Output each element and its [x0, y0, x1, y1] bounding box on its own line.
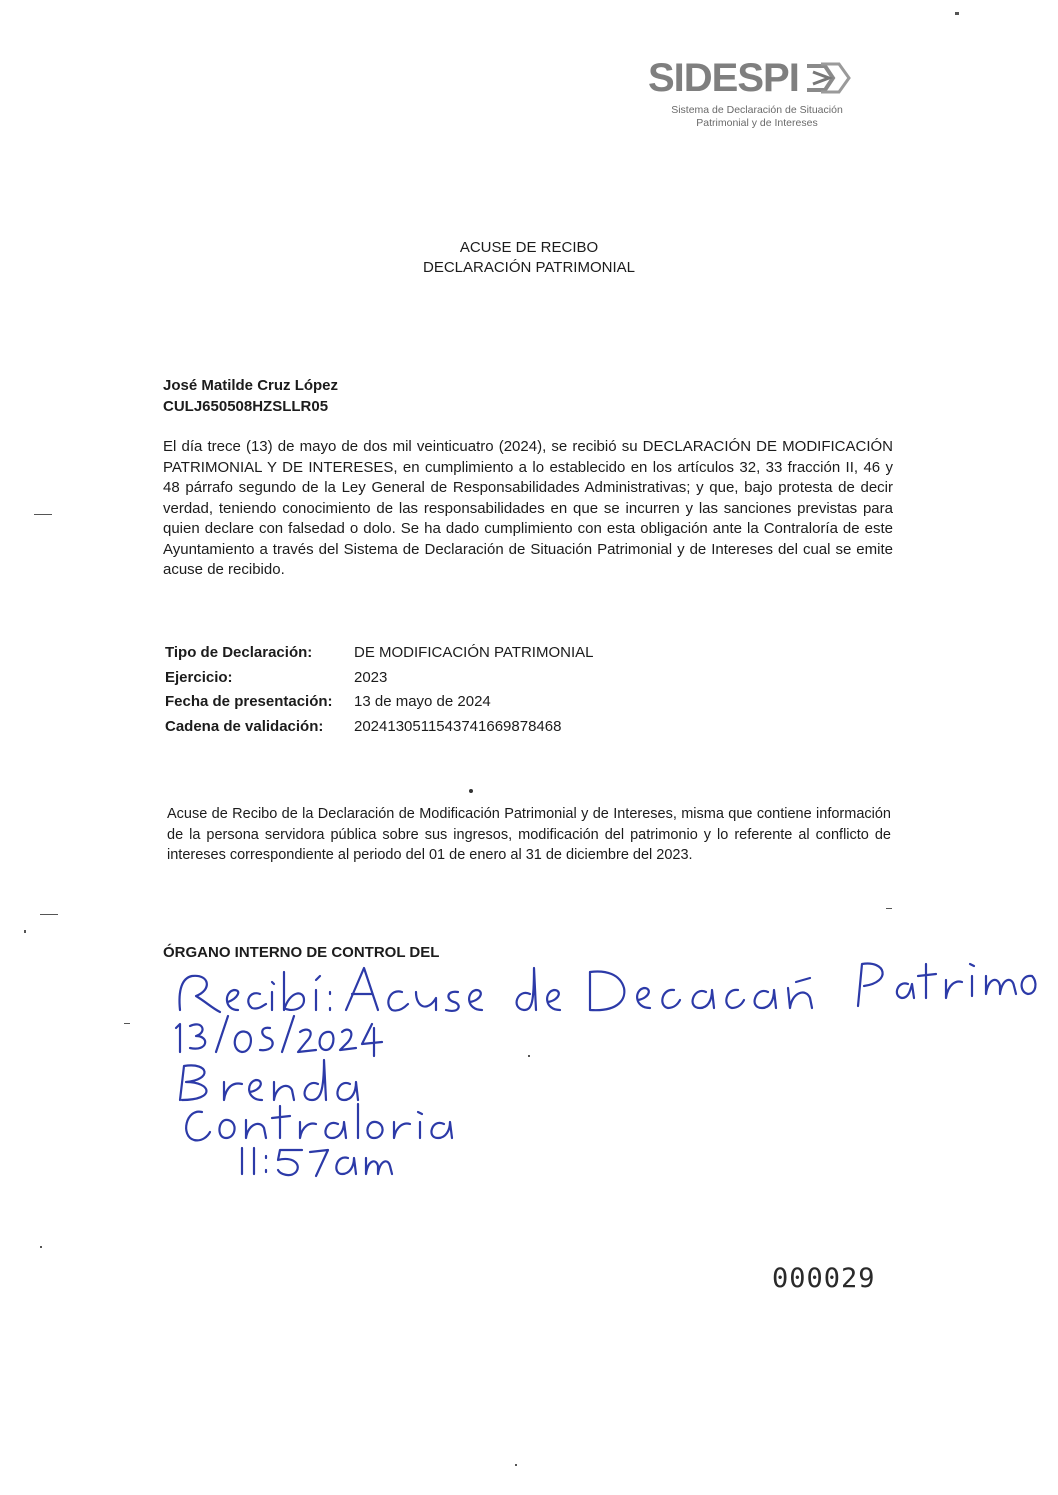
- sidespi-logo: [648, 56, 858, 136]
- detail-row-validation: [165, 718, 865, 743]
- body-paragraph: El día trece (13) de mayo de dos mil veinticuatro (2024), se recibió su DECLARACIÓN DE MODIFICACIÓN PATRIMONIAL Y DE INTERESES, en cumplimiento a lo establecido en los artículos 32, 33 fracción II, 46 y 48 párrafo segundo de la Ley General de Responsabilidades Administrativas; y que, bajo protesta de decir verdad, teniendo conocimiento de las responsabilidades en que se incurren y las sanciones previstas para quien declare con falsedad o dolo. Se ha dado cumplimiento con esta obligación ante la Contraloría de este Ayuntamiento a través del Sistema de Declaración de Situación Patrimonial y de Intereses del cual se emite acuse de recibido.: [163, 438, 893, 578]
- scan-speck: [515, 1464, 517, 1466]
- detail-label: Tipo de Declaración:: [165, 644, 313, 661]
- document-subtitle: DECLARACIÓN PATRIMONIAL: [423, 259, 635, 276]
- logo-subtitle: [652, 104, 862, 130]
- detail-label: Cadena de validación:: [165, 717, 324, 735]
- detail-row-type: [165, 644, 865, 669]
- scan-speck: [40, 914, 58, 915]
- scan-speck: [955, 12, 959, 15]
- document-title: ACUSE DE RECIBO: [459, 239, 599, 256]
- scan-speck: [528, 1055, 530, 1057]
- scan-speck: [34, 514, 52, 515]
- detail-value: DE MODIFICACIÓN PATRIMONIAL: [354, 644, 594, 661]
- detail-value: 2023: [354, 668, 388, 686]
- detail-value: 20241305115437416698784​68: [354, 717, 562, 735]
- detail-row-date: [165, 693, 865, 718]
- folio-number: 000029: [772, 1263, 876, 1294]
- scan-speck: [469, 789, 473, 793]
- detail-row-year: [165, 669, 865, 694]
- logo-wordmark: SIDESPI: [648, 56, 799, 100]
- declarant-name: José Matilde Cruz López: [163, 377, 339, 394]
- scan-speck: [24, 930, 26, 933]
- handwritten-receipt-note: [120, 928, 1040, 1178]
- detail-value: 13 de mayo de 2024: [354, 693, 491, 710]
- detail-label: Fecha de presentación:: [165, 693, 333, 710]
- logo-arrow-icon: [803, 58, 855, 98]
- scan-speck: [886, 908, 892, 909]
- declarant-curp: CULJ650508HZSLLR05: [163, 398, 329, 415]
- declaration-details: [165, 644, 865, 742]
- scan-speck: [124, 1023, 130, 1024]
- organ-label: ÓRGANO INTERNO DE CONTROL DEL: [163, 944, 440, 961]
- logo-subtitle-line1: Sistema de Declaración de Situación: [671, 104, 843, 116]
- summary-paragraph: Acuse de Recibo de la Declaración de Modificación Patrimonial y de Intereses, misma que contiene información de la persona servidora pública sobre sus ingresos, modificación del patrimonio y lo referente al conflicto de intereses correspondiente al periodo del 01 de enero al 31 de diciembre del 2023.: [167, 806, 891, 863]
- logo-subtitle-line2: Patrimonial y de Intereses: [696, 117, 818, 129]
- detail-label: Ejercicio:: [165, 668, 233, 686]
- scan-speck: [40, 1246, 42, 1248]
